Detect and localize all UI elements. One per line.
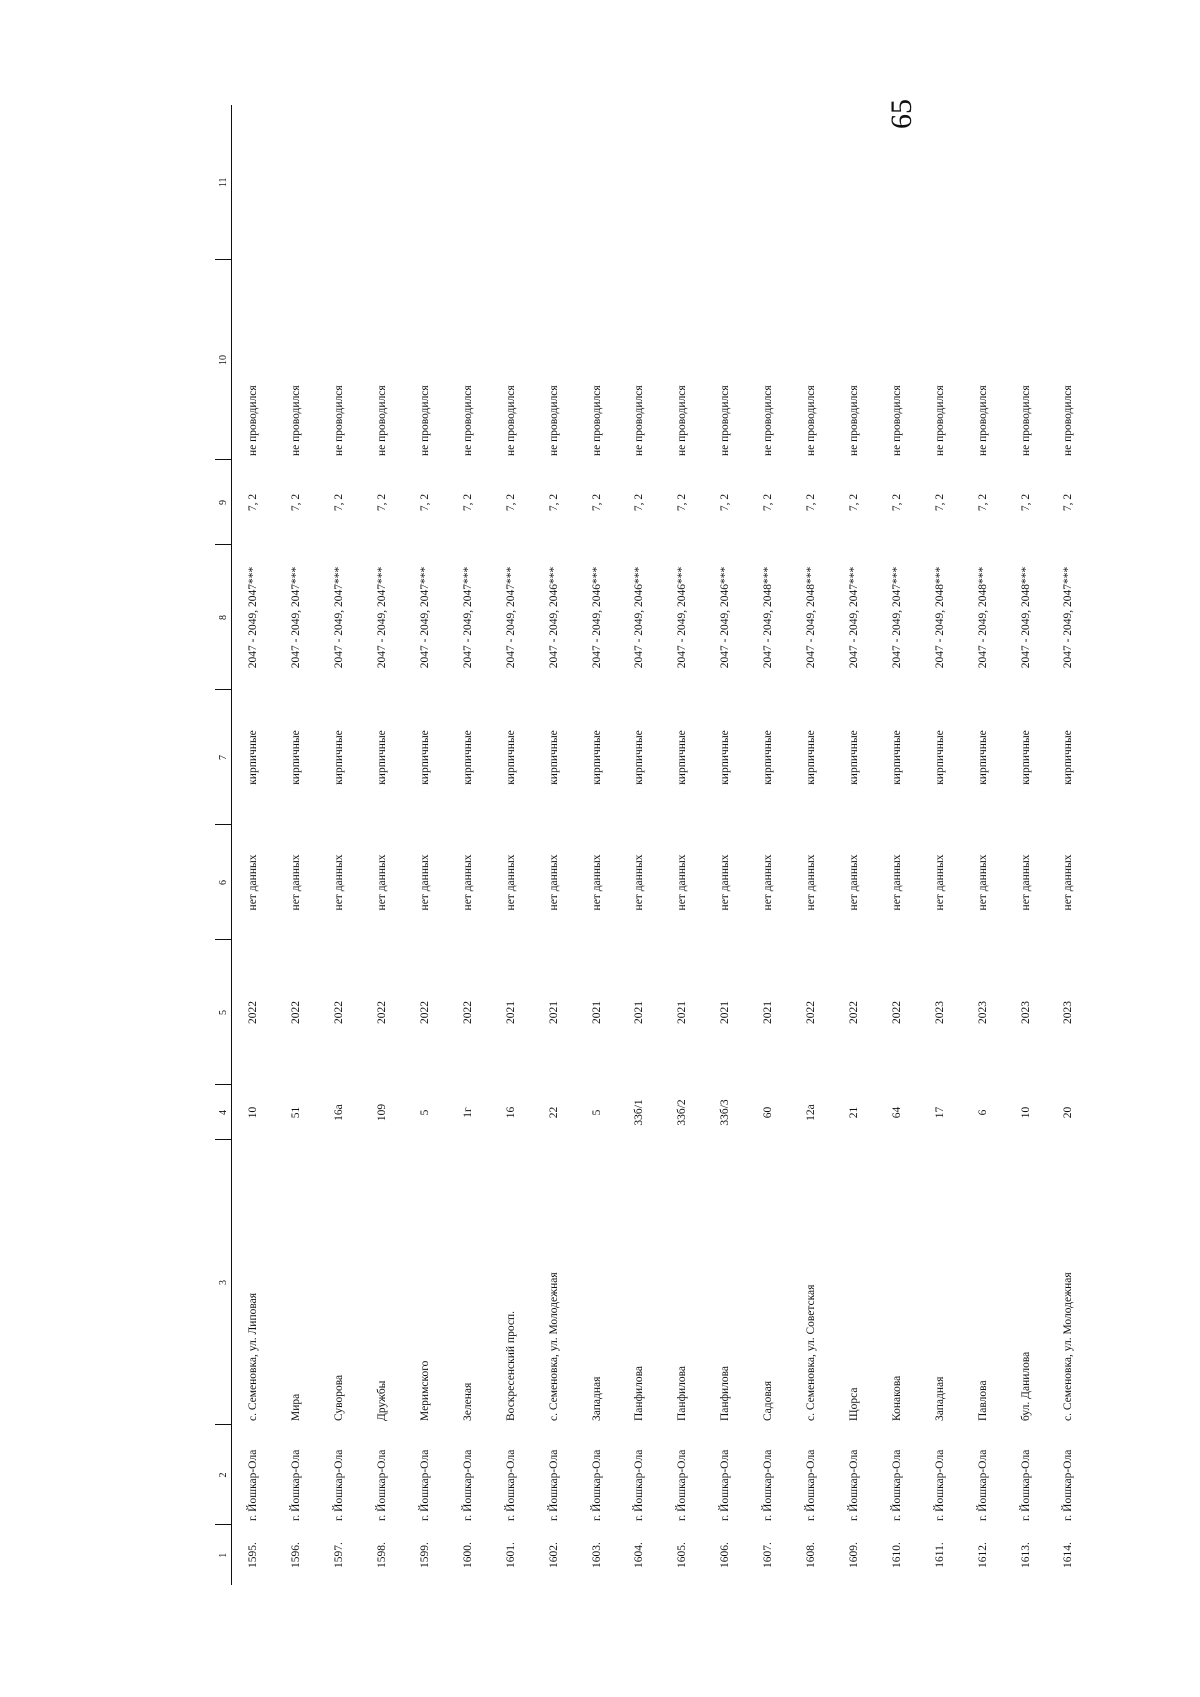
cell-works-code: 7, 2	[976, 493, 989, 512]
cell-wall-material: кирпичные	[376, 730, 389, 785]
cell-repair-period: 2047 - 2049, 2046***	[676, 566, 689, 669]
cell-row-index: 1612.	[976, 1542, 989, 1568]
cell-street: Конакова	[890, 1375, 903, 1421]
cell-inspection-status: не проводился	[805, 385, 818, 456]
cell-street: Панфилова	[633, 1365, 646, 1421]
cell-city: г. Йошкар-Ола	[1019, 1449, 1032, 1521]
cell-no-data-status: нет данных	[719, 854, 732, 911]
cell-wall-material: кирпичные	[1062, 730, 1075, 785]
cell-no-data-status: нет данных	[847, 854, 860, 911]
cell-row-index: 1595.	[247, 1542, 260, 1568]
cell-wall-material: кирпичные	[504, 730, 517, 785]
cell-row-index: 1610.	[890, 1542, 903, 1568]
cell-house-number: 22	[547, 1106, 560, 1119]
cell-row-index: 1608.	[805, 1542, 818, 1568]
cell-street: с. Семеновка, ул. Липовая	[247, 1292, 260, 1421]
cell-no-data-status: нет данных	[933, 854, 946, 911]
cell-inspection-status: не проводился	[376, 385, 389, 456]
cell-notes	[275, 105, 318, 260]
cell-street: Панфилова	[676, 1365, 689, 1421]
cell-city: г. Йошкар-Ола	[333, 1449, 346, 1521]
cell-wall-material: кирпичные	[762, 730, 775, 785]
cell-row-index: 1611.	[933, 1542, 946, 1568]
cell-repair-period: 2047 - 2049, 2048***	[933, 566, 946, 669]
cell-street: Суворова	[333, 1374, 346, 1421]
cell-row-index: 1606.	[719, 1542, 732, 1568]
cell-wall-material: кирпичные	[419, 730, 432, 785]
cell-wall-material: кирпичные	[676, 730, 689, 785]
cell-city: г. Йошкар-Ола	[247, 1449, 260, 1521]
cell-no-data-status: нет данных	[976, 854, 989, 911]
cell-street: Щорса	[847, 1387, 860, 1421]
cell-works-code: 7, 2	[547, 493, 560, 512]
cell-year: 2023	[933, 1001, 946, 1024]
cell-row-index: 1597.	[333, 1542, 346, 1568]
cell-house-number: 5	[590, 1109, 603, 1116]
cell-city: г. Йошкар-Ола	[1062, 1449, 1075, 1521]
cell-house-number: 20	[1062, 1106, 1075, 1119]
table-row	[961, 105, 1004, 1585]
cell-street: Садовая	[762, 1380, 775, 1421]
cell-inspection-status: не проводился	[461, 385, 474, 456]
cell-row-index: 1596.	[290, 1542, 303, 1568]
cell-repair-period: 2047 - 2049, 2048***	[805, 566, 818, 669]
cell-house-number: 64	[890, 1106, 903, 1119]
cell-inspection-status: не проводился	[976, 385, 989, 456]
cell-inspection-status: не проводился	[676, 385, 689, 456]
cell-year: 2022	[805, 1001, 818, 1024]
cell-city: г. Йошкар-Ола	[719, 1449, 732, 1521]
cell-inspection-status: не проводился	[590, 385, 603, 456]
column-number-2: 2	[215, 1425, 232, 1525]
cell-notes	[747, 105, 790, 260]
cell-street: с. Семеновка, ул. Молодежная	[547, 1272, 560, 1421]
cell-house-number: 33б/1	[633, 1099, 646, 1126]
cell-notes	[575, 105, 618, 260]
cell-house-number: 5	[419, 1109, 432, 1116]
cell-row-index: 1600.	[461, 1542, 474, 1568]
cell-street: Павлова	[976, 1380, 989, 1421]
cell-works-code: 7, 2	[1019, 493, 1032, 512]
cell-city: г. Йошкар-Ола	[933, 1449, 946, 1521]
cell-year: 2021	[676, 1001, 689, 1024]
cell-notes	[1004, 105, 1047, 260]
cell-year: 2022	[376, 1001, 389, 1024]
cell-wall-material: кирпичные	[461, 730, 474, 785]
header-row	[215, 105, 232, 1585]
column-number-5: 5	[215, 940, 232, 1085]
cell-row-index: 1609.	[847, 1542, 860, 1568]
cell-street: с. Семеновка, ул. Советская	[805, 1284, 818, 1421]
table-row	[833, 105, 876, 1585]
cell-year: 2022	[419, 1001, 432, 1024]
cell-repair-period: 2047 - 2049, 2048***	[976, 566, 989, 669]
column-number-7: 7	[215, 690, 232, 825]
cell-street: Мира	[290, 1393, 303, 1421]
cell-wall-material: кирпичные	[976, 730, 989, 785]
table-row	[704, 105, 747, 1585]
cell-house-number: 6	[976, 1109, 989, 1116]
cell-city: г. Йошкар-Ола	[547, 1449, 560, 1521]
cell-row-index: 1601.	[504, 1542, 517, 1568]
cell-works-code: 7, 2	[633, 493, 646, 512]
cell-inspection-status: не проводился	[1062, 385, 1075, 456]
cell-wall-material: кирпичные	[719, 730, 732, 785]
table-row	[918, 105, 961, 1585]
cell-repair-period: 2047 - 2049, 2047***	[504, 566, 517, 669]
cell-street: с. Семеновка, ул. Молодежная	[1062, 1272, 1075, 1421]
cell-city: г. Йошкар-Ола	[976, 1449, 989, 1521]
cell-no-data-status: нет данных	[547, 854, 560, 911]
cell-no-data-status: нет данных	[247, 854, 260, 911]
cell-works-code: 7, 2	[419, 493, 432, 512]
table-row	[532, 105, 575, 1585]
cell-row-index: 1602.	[547, 1542, 560, 1568]
cell-year: 2021	[590, 1001, 603, 1024]
cell-notes	[790, 105, 833, 260]
cell-city: г. Йошкар-Ола	[890, 1449, 903, 1521]
cell-works-code: 7, 2	[847, 493, 860, 512]
cell-repair-period: 2047 - 2049, 2046***	[719, 566, 732, 669]
cell-wall-material: кирпичные	[933, 730, 946, 785]
table-row	[489, 105, 532, 1585]
table-row	[361, 105, 404, 1585]
column-number-3: 3	[215, 1140, 232, 1425]
cell-house-number: 109	[376, 1103, 389, 1122]
table-row	[790, 105, 833, 1585]
cell-wall-material: кирпичные	[547, 730, 560, 785]
cell-repair-period: 2047 - 2049, 2046***	[547, 566, 560, 669]
table-row	[875, 105, 918, 1585]
cell-house-number: 12а	[805, 1104, 818, 1121]
cell-notes	[833, 105, 876, 260]
cell-no-data-status: нет данных	[1062, 854, 1075, 911]
cell-year: 2023	[976, 1001, 989, 1024]
cell-repair-period: 2047 - 2049, 2047***	[419, 566, 432, 669]
cell-works-code: 7, 2	[933, 493, 946, 512]
table-row	[661, 105, 704, 1585]
cell-repair-period: 2047 - 2049, 2047***	[461, 566, 474, 669]
cell-row-index: 1603.	[590, 1542, 603, 1568]
table-body	[232, 105, 1091, 1585]
cell-works-code: 7, 2	[333, 493, 346, 512]
cell-street: Меримского	[419, 1360, 432, 1421]
cell-wall-material: кирпичные	[847, 730, 860, 785]
cell-house-number: 17	[933, 1106, 946, 1119]
cell-repair-period: 2047 - 2049, 2047***	[290, 566, 303, 669]
cell-house-number: 60	[762, 1106, 775, 1119]
cell-no-data-status: нет данных	[805, 854, 818, 911]
table-row	[232, 105, 275, 1585]
cell-notes	[875, 105, 918, 260]
cell-year: 2022	[333, 1001, 346, 1024]
cell-repair-period: 2047 - 2049, 2048***	[1019, 566, 1032, 669]
cell-city: г. Йошкар-Ола	[504, 1449, 517, 1521]
table-row	[747, 105, 790, 1585]
cell-notes	[704, 105, 747, 260]
cell-inspection-status: не проводился	[1019, 385, 1032, 456]
cell-house-number: 16	[504, 1106, 517, 1119]
cell-street: Панфилова	[719, 1365, 732, 1421]
cell-works-code: 7, 2	[247, 493, 260, 512]
cell-street: бул. Данилова	[1019, 1351, 1032, 1421]
cell-notes	[404, 105, 447, 260]
cell-wall-material: кирпичные	[805, 730, 818, 785]
column-number-8: 8	[215, 545, 232, 690]
cell-wall-material: кирпичные	[290, 730, 303, 785]
cell-works-code: 7, 2	[890, 493, 903, 512]
cell-no-data-status: нет данных	[590, 854, 603, 911]
cell-inspection-status: не проводился	[333, 385, 346, 456]
cell-house-number: 33б/3	[719, 1099, 732, 1126]
cell-year: 2022	[247, 1001, 260, 1024]
cell-repair-period: 2047 - 2049, 2047***	[890, 566, 903, 669]
cell-inspection-status: не проводился	[290, 385, 303, 456]
cell-street: Западная	[933, 1376, 946, 1421]
table-row	[575, 105, 618, 1585]
cell-row-index: 1605.	[676, 1542, 689, 1568]
column-number-11: 11	[215, 105, 232, 260]
cell-city: г. Йошкар-Ола	[847, 1449, 860, 1521]
table-header	[215, 105, 232, 1585]
cell-no-data-status: нет данных	[1019, 854, 1032, 911]
cell-row-index: 1613.	[1019, 1542, 1032, 1568]
cell-inspection-status: не проводился	[547, 385, 560, 456]
cell-street: Зеленая	[461, 1382, 474, 1421]
page-number: 65	[885, 99, 918, 129]
cell-notes	[618, 105, 661, 260]
cell-no-data-status: нет данных	[676, 854, 689, 911]
column-number-4: 4	[215, 1085, 232, 1140]
cell-works-code: 7, 2	[1062, 493, 1075, 512]
cell-wall-material: кирпичные	[590, 730, 603, 785]
cell-street: Воскресенский просп.	[504, 1311, 517, 1421]
cell-street: Западная	[590, 1376, 603, 1421]
cell-year: 2022	[847, 1001, 860, 1024]
cell-house-number: 21	[847, 1106, 860, 1119]
cell-city: г. Йошкар-Ола	[461, 1449, 474, 1521]
cell-row-index: 1604.	[633, 1542, 646, 1568]
cell-repair-period: 2047 - 2049, 2047***	[847, 566, 860, 669]
cell-repair-period: 2047 - 2049, 2047***	[376, 566, 389, 669]
cell-inspection-status: не проводился	[633, 385, 646, 456]
cell-notes	[961, 105, 1004, 260]
cell-no-data-status: нет данных	[376, 854, 389, 911]
cell-works-code: 7, 2	[762, 493, 775, 512]
cell-notes	[661, 105, 704, 260]
cell-no-data-status: нет данных	[504, 854, 517, 911]
cell-year: 2023	[1019, 1001, 1032, 1024]
table-row	[446, 105, 489, 1585]
cell-inspection-status: не проводился	[719, 385, 732, 456]
cell-city: г. Йошкар-Ола	[676, 1449, 689, 1521]
cell-inspection-status: не проводился	[247, 385, 260, 456]
cell-notes	[489, 105, 532, 260]
cell-repair-period: 2047 - 2049, 2048***	[762, 566, 775, 669]
cell-no-data-status: нет данных	[333, 854, 346, 911]
cell-no-data-status: нет данных	[419, 854, 432, 911]
cell-house-number: 1г	[461, 1107, 474, 1118]
cell-inspection-status: не проводился	[762, 385, 775, 456]
cell-no-data-status: нет данных	[461, 854, 474, 911]
cell-works-code: 7, 2	[504, 493, 517, 512]
cell-house-number: 10	[1019, 1106, 1032, 1119]
cell-wall-material: кирпичные	[633, 730, 646, 785]
cell-repair-period: 2047 - 2049, 2047***	[1062, 566, 1075, 669]
cell-notes	[446, 105, 489, 260]
column-number-6: 6	[215, 825, 232, 940]
cell-year: 2021	[547, 1001, 560, 1024]
table-row	[275, 105, 318, 1585]
cell-notes	[318, 105, 361, 260]
cell-notes	[361, 105, 404, 260]
cell-year: 2021	[719, 1001, 732, 1024]
table-row	[404, 105, 447, 1585]
cell-inspection-status: не проводился	[847, 385, 860, 456]
cell-year: 2021	[633, 1001, 646, 1024]
cell-house-number: 10	[247, 1106, 260, 1119]
cell-no-data-status: нет данных	[890, 854, 903, 911]
cell-repair-period: 2047 - 2049, 2046***	[633, 566, 646, 669]
cell-city: г. Йошкар-Ола	[376, 1449, 389, 1521]
cell-year: 2023	[1062, 1001, 1075, 1024]
table-row	[1047, 105, 1090, 1585]
cell-house-number: 33б/2	[676, 1099, 689, 1126]
cell-notes	[232, 105, 275, 260]
cell-wall-material: кирпичные	[1019, 730, 1032, 785]
table-row	[618, 105, 661, 1585]
cell-notes	[1047, 105, 1090, 260]
rotated-table-container	[215, 105, 1090, 1585]
cell-city: г. Йошкар-Ола	[805, 1449, 818, 1521]
building-registry-table	[215, 105, 1090, 1585]
cell-works-code: 7, 2	[805, 493, 818, 512]
cell-inspection-status: не проводился	[419, 385, 432, 456]
cell-row-index: 1614.	[1062, 1542, 1075, 1568]
cell-wall-material: кирпичные	[890, 730, 903, 785]
cell-row-index: 1599.	[419, 1542, 432, 1568]
column-number-1: 1	[215, 1525, 232, 1585]
cell-works-code: 7, 2	[590, 493, 603, 512]
cell-city: г. Йошкар-Ола	[590, 1449, 603, 1521]
cell-street: Дружбы	[376, 1380, 389, 1421]
cell-year: 2022	[461, 1001, 474, 1024]
cell-wall-material: кирпичные	[333, 730, 346, 785]
table-row	[318, 105, 361, 1585]
cell-repair-period: 2047 - 2049, 2047***	[247, 566, 260, 669]
cell-works-code: 7, 2	[719, 493, 732, 512]
cell-row-index: 1598.	[376, 1542, 389, 1568]
cell-works-code: 7, 2	[676, 493, 689, 512]
cell-city: г. Йошкар-Ола	[762, 1449, 775, 1521]
cell-house-number: 51	[290, 1106, 303, 1119]
cell-inspection-status: не проводился	[504, 385, 517, 456]
cell-year: 2021	[762, 1001, 775, 1024]
cell-no-data-status: нет данных	[762, 854, 775, 911]
cell-city: г. Йошкар-Ола	[419, 1449, 432, 1521]
cell-works-code: 7, 2	[376, 493, 389, 512]
cell-inspection-status: не проводился	[890, 385, 903, 456]
cell-city: г. Йошкар-Ола	[633, 1449, 646, 1521]
column-number-10: 10	[215, 260, 232, 460]
column-number-9: 9	[215, 460, 232, 545]
cell-inspection-status: не проводился	[933, 385, 946, 456]
cell-notes	[532, 105, 575, 260]
cell-works-code: 7, 2	[461, 493, 474, 512]
cell-year: 2022	[290, 1001, 303, 1024]
cell-repair-period: 2047 - 2049, 2046***	[590, 566, 603, 669]
cell-row-index: 1607.	[762, 1542, 775, 1568]
cell-works-code: 7, 2	[290, 493, 303, 512]
cell-notes	[918, 105, 961, 260]
cell-no-data-status: нет данных	[633, 854, 646, 911]
cell-year: 2022	[890, 1001, 903, 1024]
cell-wall-material: кирпичные	[247, 730, 260, 785]
cell-house-number: 16а	[333, 1104, 346, 1121]
cell-no-data-status: нет данных	[290, 854, 303, 911]
cell-year: 2021	[504, 1001, 517, 1024]
table-row	[1004, 105, 1047, 1585]
cell-repair-period: 2047 - 2049, 2047***	[333, 566, 346, 669]
cell-city: г. Йошкар-Ола	[290, 1449, 303, 1521]
